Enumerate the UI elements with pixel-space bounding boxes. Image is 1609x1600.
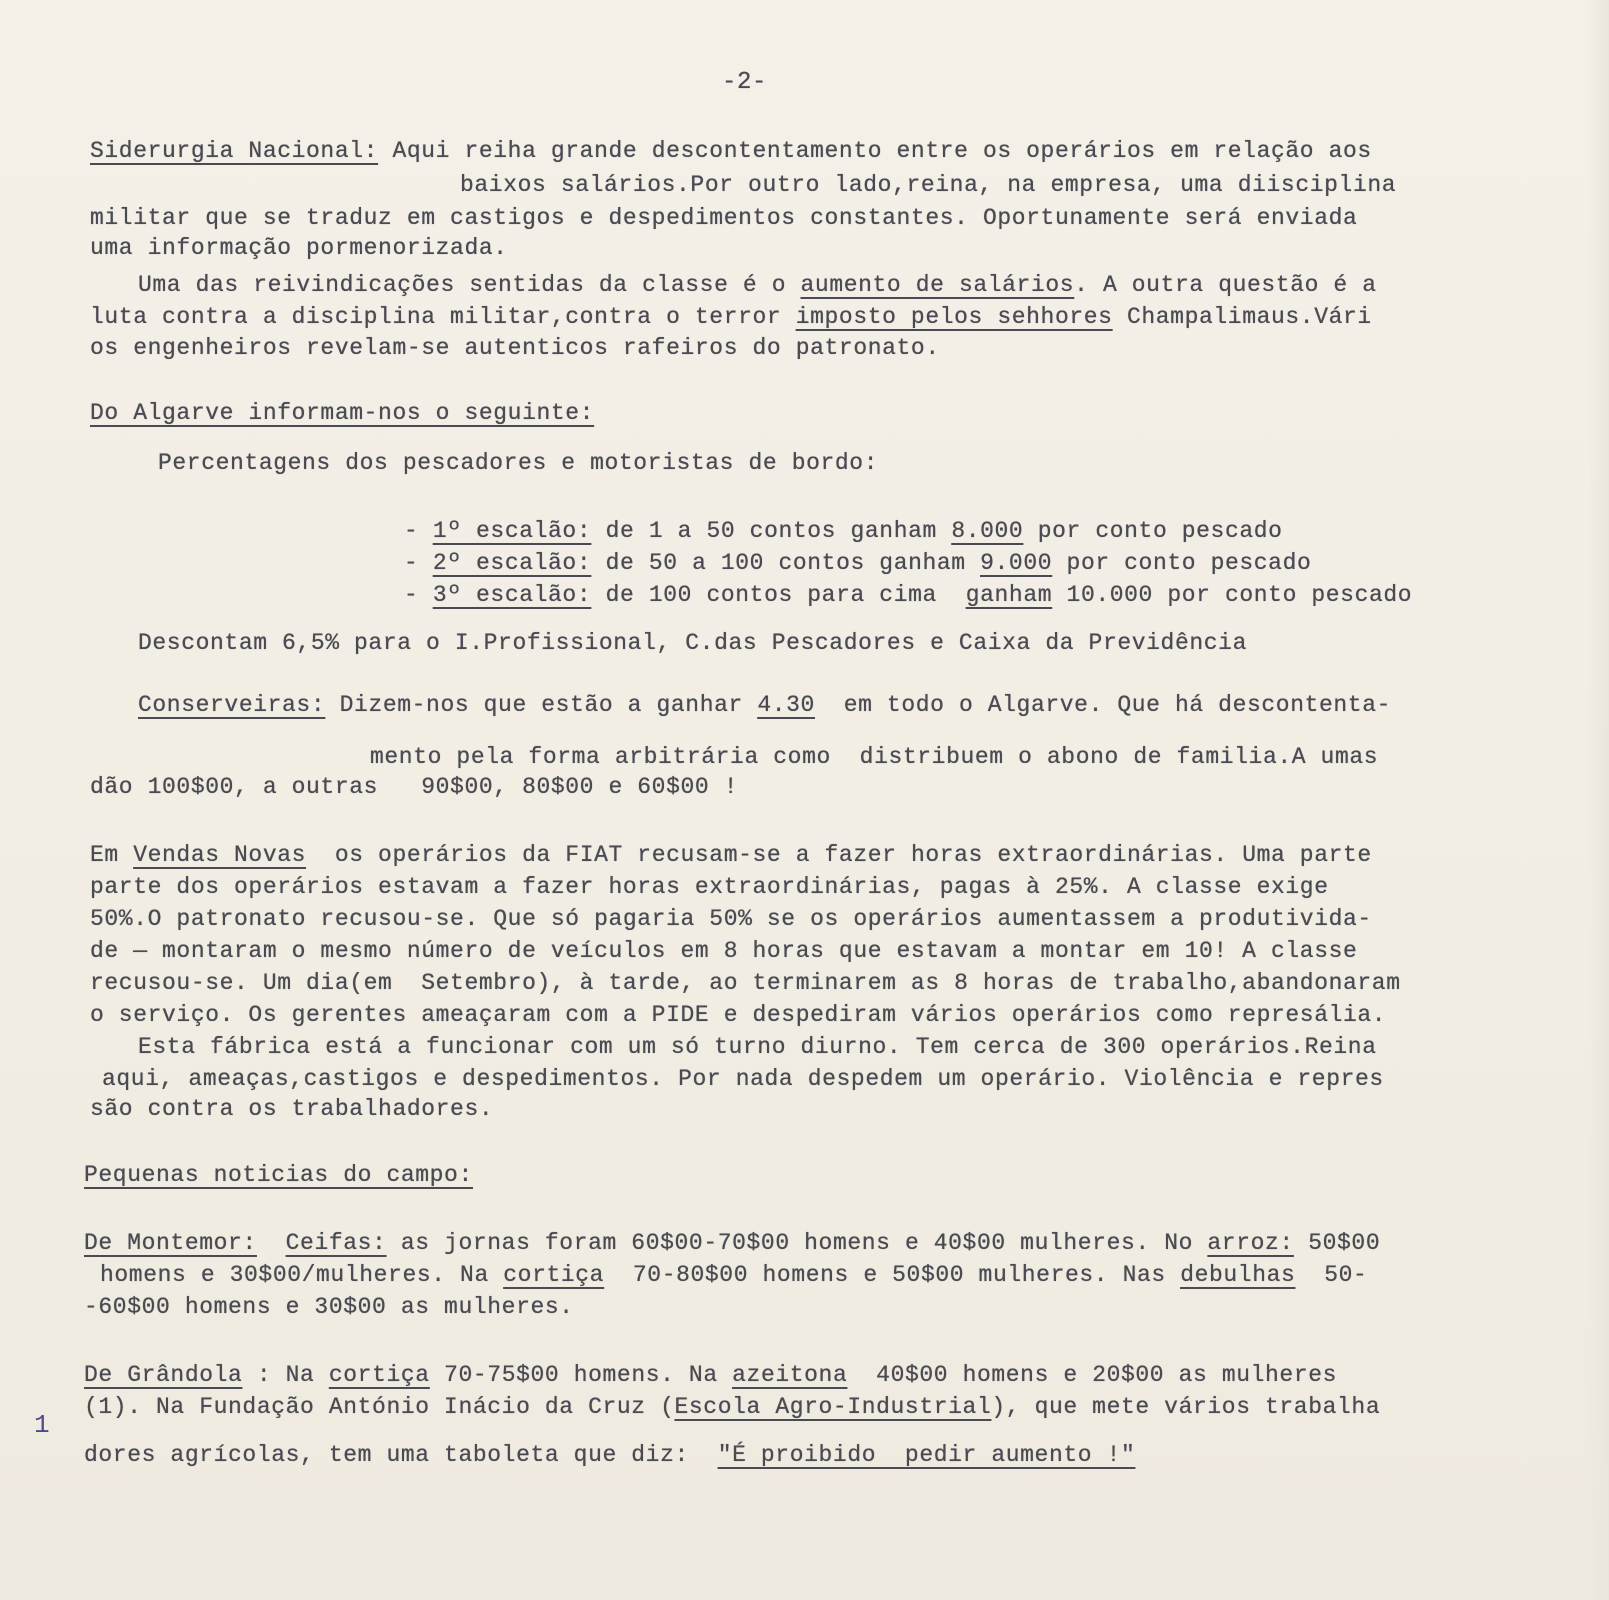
section-heading-algarve: Do Algarve informam-nos o seguinte: (90, 400, 595, 426)
tier-line-2: - 2º escalão: de 50 a 100 contos ganham 9.000 por conto pescado (404, 550, 1312, 576)
section-heading-conserveiras: Conserveiras: (138, 692, 326, 718)
place-grandola: De Grândola (84, 1362, 243, 1388)
tier-label: 2º escalão: (432, 550, 592, 576)
place-vendas-novas: Vendas Novas (133, 842, 307, 868)
siderurgia-line-1: Siderurgia Nacional: Aqui reiha grande descontentamento entre os operários em relação aos (90, 138, 1372, 164)
vendas-line-7: Esta fábrica está a funcionar com um só turno diurno. Tem cerca de 300 operários.Reina (138, 1034, 1377, 1060)
vendas-line-3: 50%.O patronato recusou-se. Que só pagaria 50% se os operários aumentassem a produtivida- (90, 906, 1372, 932)
place-montemor: De Montemor: (84, 1230, 257, 1256)
vendas-line-5: recusou-se. Um dia(em Setembro), à tarde, ao terminarem as 8 horas de trabalho,abandonaram (90, 970, 1401, 996)
grandola-line-3: dores agrícolas, tem uma taboleta que diz: "É proibido pedir aumento !" (84, 1442, 1136, 1468)
section-heading-campo: Pequenas noticias do campo: (84, 1162, 473, 1188)
sign-quote: "É proibido pedir aumento !" (717, 1442, 1136, 1468)
conserveiras-line-1: Conserveiras: Dizem-nos que estão a ganhar 4.30 em todo o Algarve. Que há descontenta- (138, 692, 1392, 718)
margin-mark: 1 (34, 1410, 50, 1440)
grandola-line-1: De Grândola : Na cortiça 70-75$00 homens. Na azeitona 40$00 homens e 20$00 as mulheres (84, 1362, 1338, 1388)
algarve-intro: Percentagens dos pescadores e motoristas de bordo: (158, 450, 879, 476)
conserveiras-line-3: dão 100$00, a outras 90$00, 80$00 e 60$00 ! (90, 774, 739, 800)
montemor-line-3: -60$00 homens e 30$00 as mulheres. (84, 1294, 574, 1320)
underlined-imposto: imposto pelos sehhores (795, 304, 1113, 330)
tier-line-3: - 3º escalão: de 100 contos para cima ganham 10.000 por conto pescado (404, 582, 1413, 608)
section-heading-siderurgia: Siderurgia Nacional: (90, 138, 379, 164)
siderurgia-line-4: uma informação pormenorizada. (90, 235, 508, 261)
grandola-line-2: (1). Na Fundação António Inácio da Cruz (Escola Agro-Industrial), que mete vários trabalha (84, 1394, 1381, 1420)
montemor-line-1: De Montemor: Ceifas: as jornas foram 60$00-70$00 homens e 40$00 mulheres. No arroz: 50$00 (84, 1230, 1381, 1256)
siderurgia-line-7: os engenheiros revelam-se autenticos rafeiros do patronato. (90, 335, 940, 361)
vendas-line-8: aqui, ameaças,castigos e despedimentos. Por nada despedem um operário. Violência e repres (102, 1066, 1384, 1092)
tier-line-1: - 1º escalão: de 1 a 50 contos ganham 8.000 por conto pescado (404, 518, 1283, 544)
siderurgia-line-6: luta contra a disciplina militar,contra o terror imposto pelos sehhores Champalimaus.Vári (90, 304, 1372, 330)
montemor-line-2: homens e 30$00/mulheres. Na cortiça 70-80$00 homens e 50$00 mulheres. Nas debulhas 50- (100, 1262, 1368, 1288)
tier-label: 1º escalão: (432, 518, 592, 544)
underlined-aumento: aumento de salários (800, 272, 1075, 298)
page-number: -2- (722, 69, 768, 96)
siderurgia-line-3: militar que se traduz em castigos e despedimentos constantes. Oportunamente será enviada (90, 205, 1358, 231)
tier-label: 3º escalão: (432, 582, 592, 608)
siderurgia-line-5: Uma das reivindicações sentidas da classe é o aumento de salários. A outra questão é a (138, 272, 1377, 298)
conserveiras-line-2: mento pela forma arbitrária como distribuem o abono de familia.A umas (370, 744, 1379, 770)
vendas-line-2: parte dos operários estavam a fazer horas extraordinárias, pagas à 25%. A classe exige (90, 874, 1329, 900)
vendas-line-6: o serviço. Os gerentes ameaçaram com a PIDE e despediram vários operários como represália. (90, 1002, 1387, 1028)
vendas-line-1: Em Vendas Novas os operários da FIAT recusam-se a fazer horas extraordinárias. Uma parte (90, 842, 1372, 868)
descontam-line: Descontam 6,5% para o I.Profissional, C.das Pescadores e Caixa da Previdência (138, 630, 1247, 656)
siderurgia-line-2: baixos salários.Por outro lado,reina, na empresa, uma diisciplina (460, 172, 1397, 198)
vendas-line-9: são contra os trabalhadores. (90, 1096, 494, 1122)
vendas-line-4: de — montaram o mesmo número de veículos em 8 horas que estavam a montar em 10! A classe (90, 938, 1358, 964)
